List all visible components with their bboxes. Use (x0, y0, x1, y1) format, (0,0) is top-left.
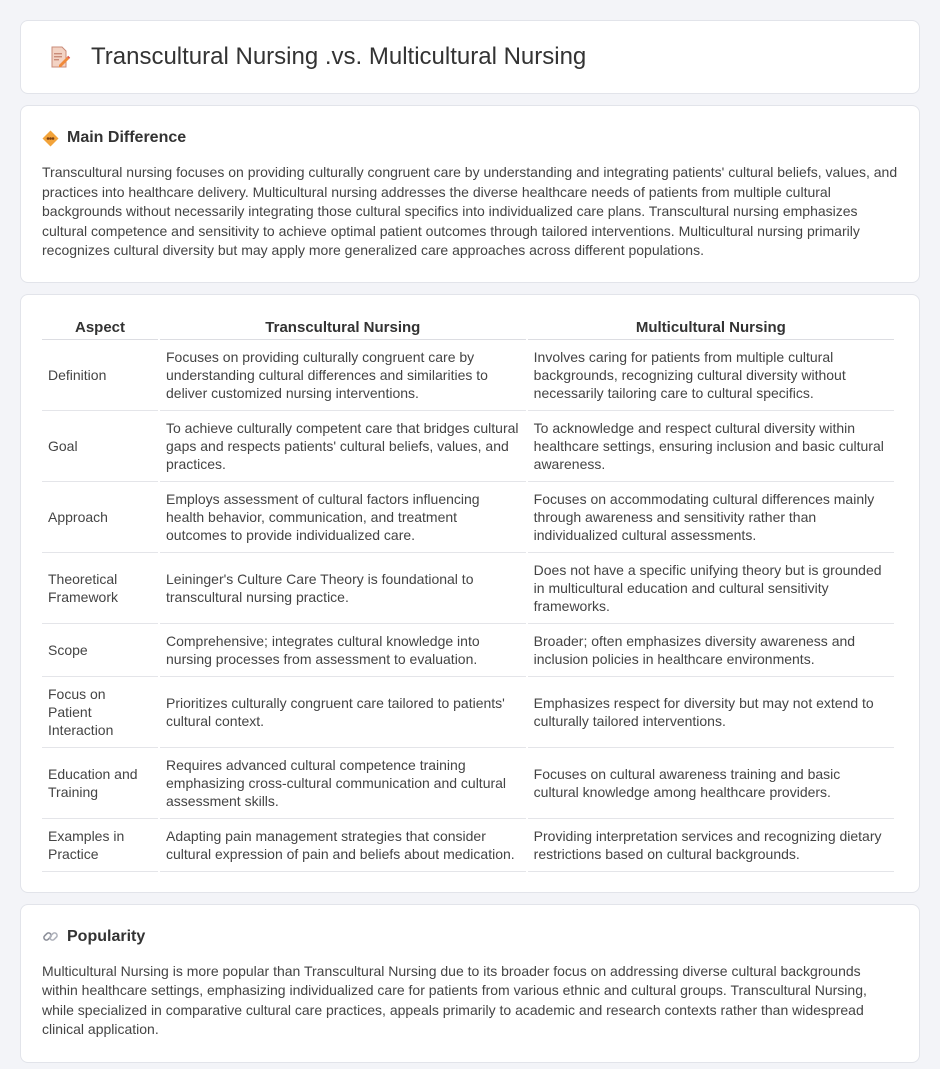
header-card (20, 20, 920, 94)
aspect-cell: Theoretical Framework (42, 553, 158, 624)
transcultural-cell: Focuses on providing culturally congruent care by understanding cultural differences and similarities to deliver customized nursing interventions. (160, 340, 526, 411)
table-header-row (42, 317, 894, 340)
popularity-title: Popularity (67, 927, 146, 945)
transcultural-cell: Requires advanced cultural competence training emphasizing cross-cultural communication and cultural assessment skills. (160, 748, 526, 819)
page-title: Transcultural Nursing .vs. Multicultural Nursing (91, 43, 587, 70)
table-row (42, 819, 894, 872)
transcultural-cell: To achieve culturally competent care that bridges cultural gaps and respects patients' cultural beliefs, values, and practices. (160, 411, 526, 482)
multicultural-cell: Broader; often emphasizes diversity awareness and inclusion policies in healthcare environments. (528, 624, 894, 677)
aspect-cell: Scope (42, 624, 158, 677)
main-difference-title: Main Difference (67, 129, 187, 146)
multicultural-cell: Providing interpretation services and recognizing dietary restrictions based on cultural backgrounds. (528, 819, 894, 872)
transcultural-cell: Adapting pain management strategies that consider cultural expression of pain and beliefs about medication. (160, 819, 526, 872)
popularity-section (20, 904, 920, 1063)
document-pencil-icon (47, 45, 71, 69)
aspect-cell: Education and Training (42, 748, 158, 819)
table-row (42, 411, 894, 482)
aspect-cell: Goal (42, 411, 158, 482)
main-difference-section (20, 105, 920, 283)
table-row (42, 482, 894, 553)
aspect-cell: Examples in Practice (42, 819, 158, 872)
popularity-text: Multicultural Nursing is more popular than Transcultural Nursing due to its broader focus on addressing diverse cultural backgrounds within healthcare settings, emphasizing individualized care for patients from various ethnic and cultural groups. Transcultural Nursing, while specialized in comparative cultural care practices, appeals primarily to academic and research contexts rather than widespread clinical application. (42, 962, 867, 1037)
table-row (42, 624, 894, 677)
table-row (42, 677, 894, 748)
aspect-cell: Approach (42, 482, 158, 553)
multicultural-cell: Focuses on accommodating cultural differences mainly through awareness and sensitivity rather than individualized cultural assessments. (528, 482, 894, 553)
diamond-icon (42, 130, 59, 147)
comparison-table (40, 317, 896, 872)
main-difference-header (42, 126, 898, 147)
column-header-transcultural: Transcultural Nursing (160, 317, 526, 340)
popularity-header (42, 925, 898, 946)
multicultural-cell: Focuses on cultural awareness training and basic cultural knowledge among healthcare providers. (528, 748, 894, 819)
transcultural-cell: Leininger's Culture Care Theory is foundational to transcultural nursing practice. (160, 553, 526, 624)
column-header-multicultural: Multicultural Nursing (528, 317, 894, 340)
multicultural-cell: Involves caring for patients from multiple cultural backgrounds, recognizing cultural diversity without necessarily tailoring care to cultural specifics. (528, 340, 894, 411)
aspect-cell: Focus on Patient Interaction (42, 677, 158, 748)
table-row (42, 553, 894, 624)
multicultural-cell: Emphasizes respect for diversity but may not extend to culturally tailored interventions. (528, 677, 894, 748)
aspect-cell: Definition (42, 340, 158, 411)
main-difference-text: Transcultural nursing focuses on providing culturally congruent care by understanding and integrating patients' cultural beliefs, values, and practices into healthcare delivery. Multicultural nursing addresses the diverse healthcare needs of patients from multiple cultural backgrounds without necessarily integrating those cultural specifics into individualized care plans. Transcultural nursing emphasizes cultural competence and sensitivity to achieve optimal patient outcomes through tailored interventions. Multicultural nursing primarily recognizes cultural diversity but may apply more generalized care approaches across different populations. (42, 164, 898, 258)
transcultural-cell: Employs assessment of cultural factors influencing health behavior, communication, and treatment outcomes to provide individualized care. (160, 482, 526, 553)
multicultural-cell: Does not have a specific unifying theory but is grounded in multicultural education and cultural sensitivity frameworks. (528, 553, 894, 624)
table-row (42, 748, 894, 819)
link-icon (42, 928, 59, 945)
transcultural-cell: Prioritizes culturally congruent care tailored to patients' cultural context. (160, 677, 526, 748)
multicultural-cell: To acknowledge and respect cultural diversity within healthcare settings, ensuring inclusion and basic cultural awareness. (528, 411, 894, 482)
table-row (42, 340, 894, 411)
column-header-aspect: Aspect (42, 317, 158, 340)
comparison-table-card (20, 294, 920, 893)
transcultural-cell: Comprehensive; integrates cultural knowledge into nursing processes from assessment to evaluation. (160, 624, 526, 677)
